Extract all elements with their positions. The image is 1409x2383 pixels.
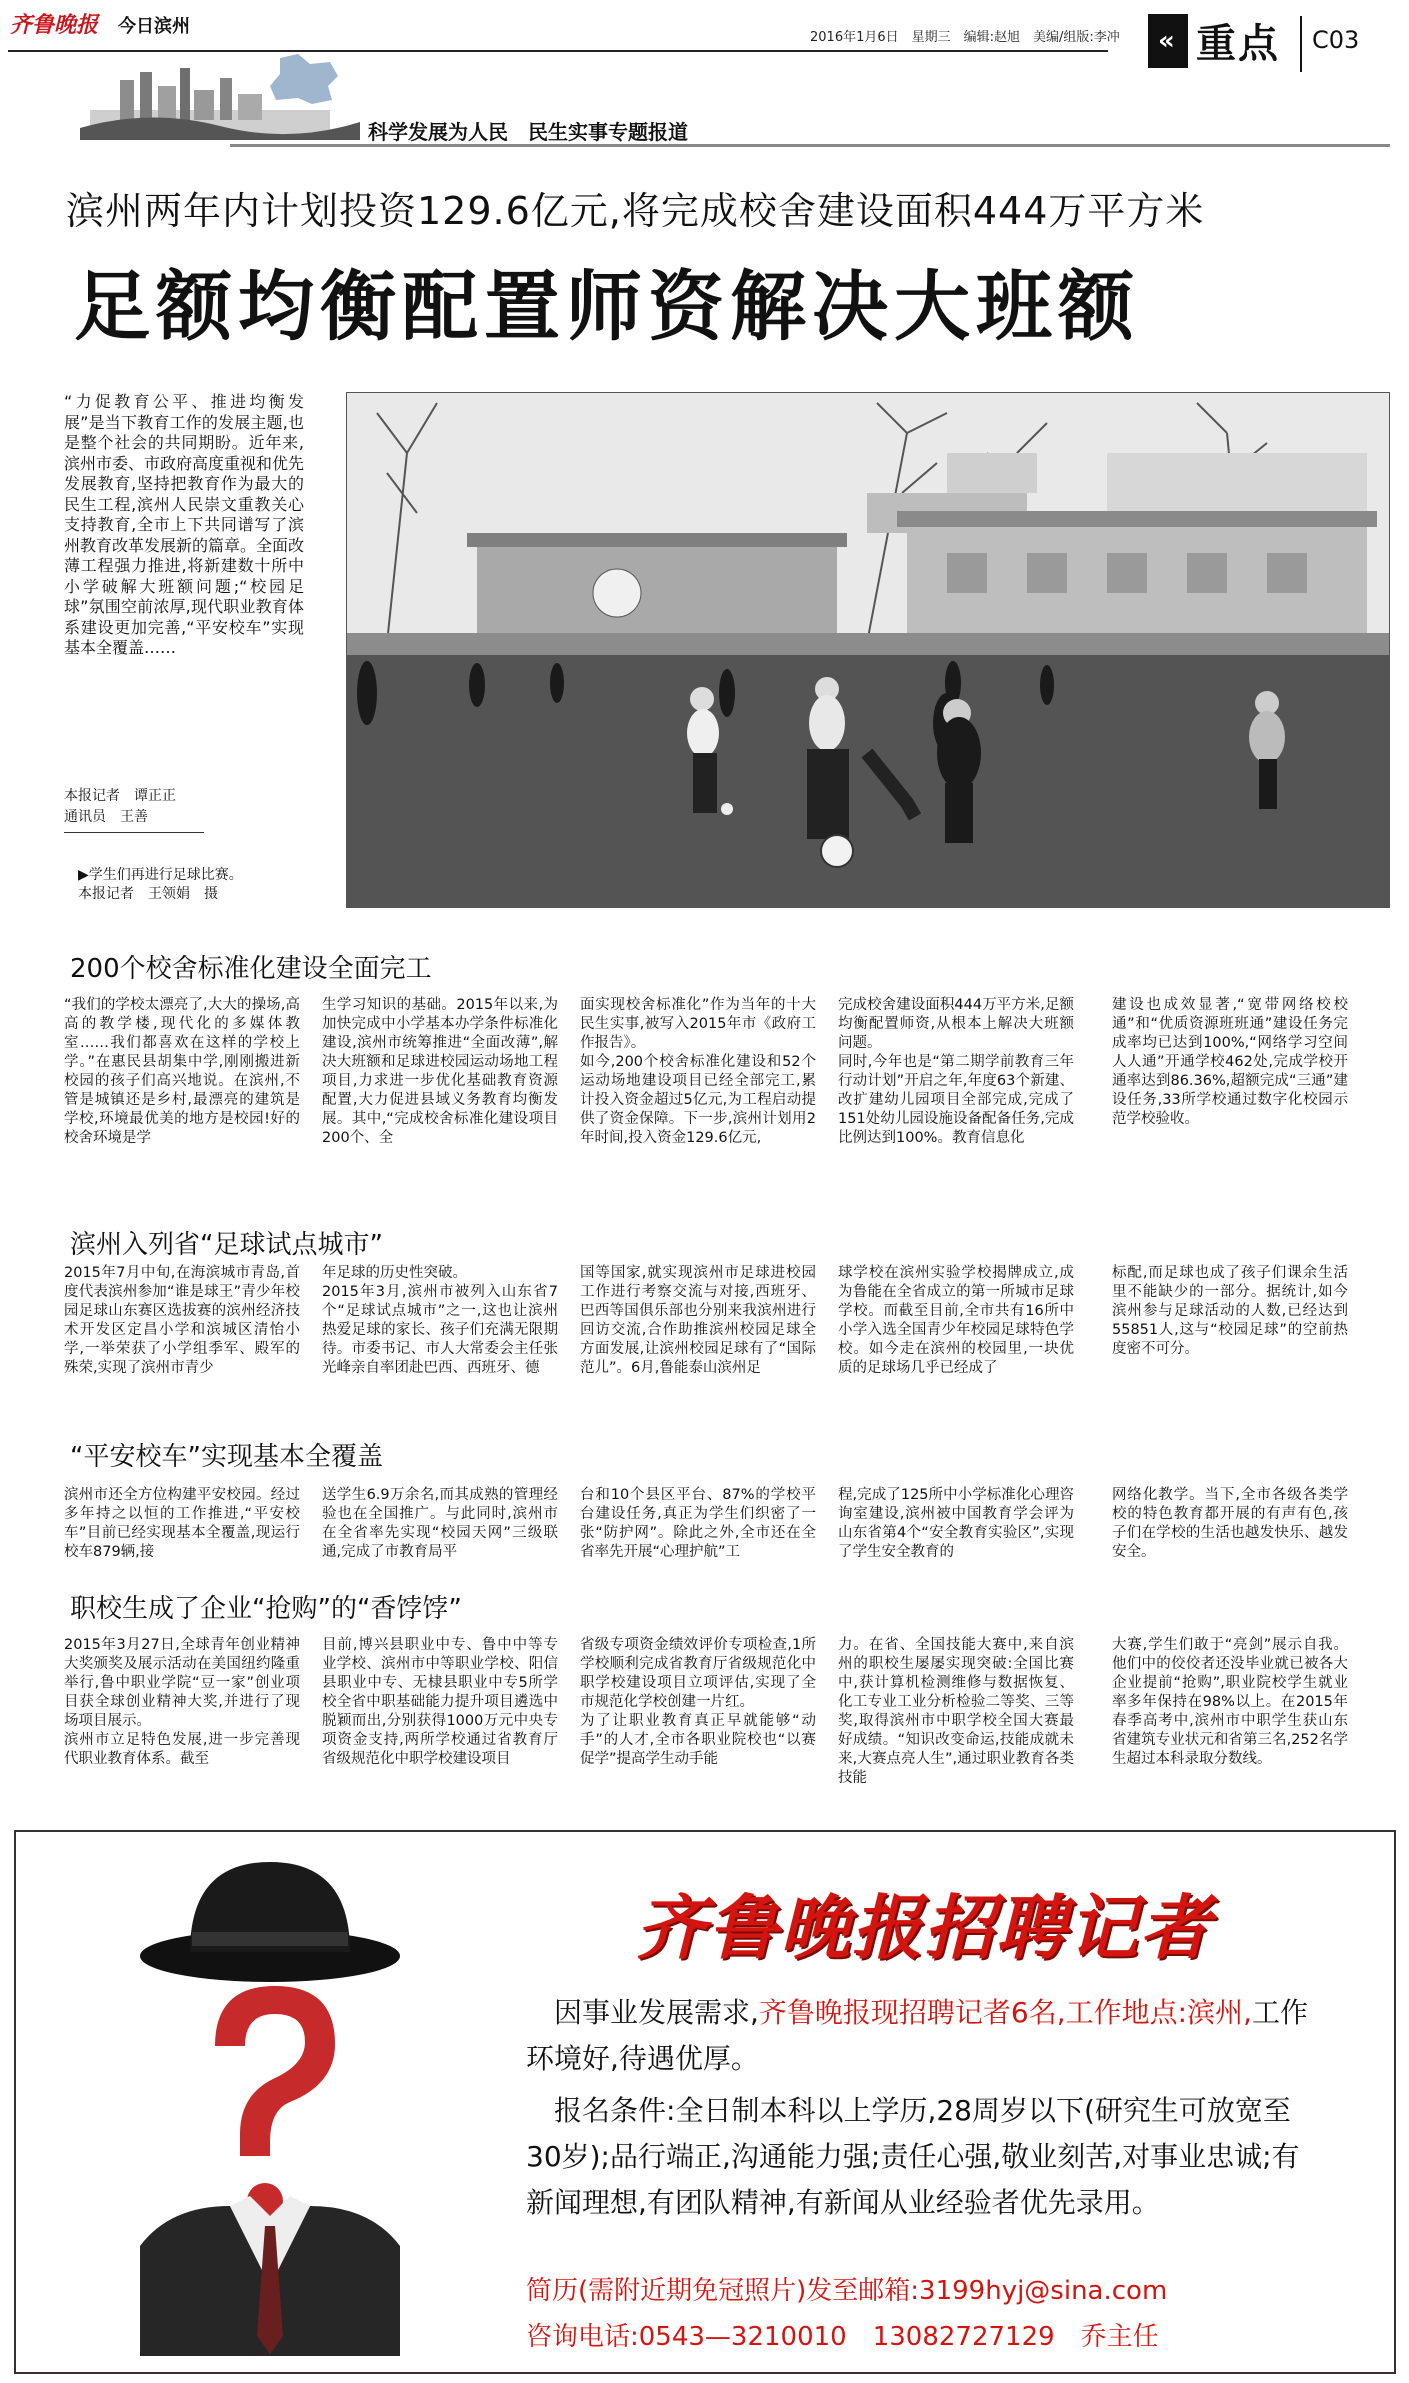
banner-subtitle: 科学发展为人民 民生实事专题报道 [368,120,688,144]
section4-column-4: 力。在省、全国技能大赛中,来自滨州的职校生屡屡实现突破:全国比赛中,获计算机检测维修与数据恢复、化工专业工业分析检验二等奖、三等奖,取得滨州市中职学校全国大赛最好成绩。“知识改变命运,技能成就未来,大赛点亮人生”,通过职业教育各类技能 [838,1637,1074,1786]
byline [64,786,204,833]
ad-email: 简历(需附近期免冠照片)发至邮箱:3199hyj@sina.com [526,2276,1168,2306]
ad-body [526,1990,1326,2226]
section3-column-3: 台和10个县区平台、87%的学校平台建设任务,真正为学生们织密了一张“防护网”。除此之外,全市还在全省率先开展“心理护航”工 [580,1487,816,1560]
ad-intro-text: 因事业发展需求, [554,1996,759,2029]
caption-credit: 本报记者 王领娟 摄 [78,886,218,902]
ad-phone: 咨询电话:0543—3210010 13082727129 乔主任 [526,2322,1159,2352]
section1-column-3: 面实现校舍标准化”作为当年的十大民生实事,被写入2015年市《政府工作报告》。 如今,200个校舍标准化建设和52个运动场地建设项目已经全部完工,累计投入资金超过5亿元,为工程启动提供了资金保障。下一步,滨州计划用2年时间,投入资金129.6亿元, [580,997,816,1146]
section1-column-1: “我们的学校太漂亮了,大大的操场,高高的教学楼,现代化的多媒体教室……我们都喜欢在这样的学校上学。”在惠民县胡集中学,刚刚搬进新校园的孩子们高兴地说。在滨州,不管是城镇还是乡村,最漂亮的建筑是学校,环境最优美的地方是校园!好的校舍环境是学 [64,997,300,1146]
masthead-logo: 齐鲁晚报 [10,13,99,38]
byline-reporter: 本报记者 谭正正 [64,788,176,804]
section2-column-3: 国等国家,就实现滨州市足球进校园工作进行考察交流与对接,西班牙、巴西等国俱乐部也分别来我滨州进行回访交流,合作助推滨州校园足球全方面发展,让滨州校园足球有了“国际范儿”。6月,鲁能泰山滨州足 [580,1265,816,1376]
section4-column-1: 2015年3月27日,全球青年创业精神大奖颁奖及展示活动在美国纽约隆重举行,鲁中职业学院“豆一家”创业项目获全球创业精神大奖,并进行了现场项目展示。 滨州市立足特色发展,进一步完善现代职业教育体系。截至 [64,1637,300,1767]
section3-column-2: 送学生6.9万余名,而其成熟的管理经验也在全国推广。与此同时,滨州市在全省率先实现“校园天网”三级联通,完成了市教育局平 [322,1487,558,1560]
chevron-left-icon: « [1158,26,1175,56]
ad-headline: 齐鲁晚报招聘记者 [636,1887,1212,1969]
ad-intro-highlight: 齐鲁晚报现招聘记者6名,工作地点:滨州, [758,1996,1252,2029]
section2-column-4: 球学校在滨州实验学校揭牌成立,成为鲁能在全省成立的第一所城市足球学校。而截至目前,全市共有16所中小学入选全国青少年校园足球特色学校。如今走在滨州的校园里,一块优质的足球场几乎已经成了 [838,1265,1074,1376]
section4-column-2: 目前,博兴县职业中专、鲁中中等专业学校、滨州市中等职业学校、阳信县职业中专、无棣县职业中专5所学校全省中职基础能力提升项目遴选中脱颖而出,分别获得1000万元中央专项资金支持,两所学校通过省教育厅省级规范化中职学校建设项目 [322,1637,558,1767]
section1-column-5: 建设也成效显著,“宽带网络校校通”和“优质资源班班通”建设任务完成率均已达到100%,“网络学习空间人人通”开通学校462处,完成学校开通率达到86.36%,超额完成“三通”建设任务,33所学校通过数字化校园示范学校验收。 [1112,997,1348,1127]
section-heading-school-bus: “平安校车”实现基本全覆盖 [70,1442,383,1472]
ad-requirements-text: 报名条件:全日制本科以上学历,28周岁以下(研究生可放宽至30岁);品行端正,沟通能力强;责任心强,敬业刻苦,对事业忠诚;有新闻理想,有团队精神,有新闻从业经验者优先录用。 [526,2094,1300,2219]
section1-column-2: 生学习知识的基础。2015年以来,为加快完成中小学基本办学条件标准化建设,滨州市统筹推进“全面改薄”,解决大班额和足球进校园运动场地工程项目,力求进一步优化基础教育资源配置,大力促进县域义务教育均衡发展。其中,“完成校舍标准化建设项目200个、全 [322,997,558,1146]
section-heading-football: 滨州入列省“足球试点城市” [70,1230,383,1260]
section3-column-4: 程,完成了125所中小学标准化心理咨询室建设,滨州被中国教育学会评为山东省第4个“安全教育实验区”,实现了学生安全教育的 [838,1487,1074,1560]
section-heading-facilities: 200个校舍标准化建设全面完工 [70,954,432,984]
page-number: C03 [1312,26,1360,54]
byline-correspondent: 通讯员 王善 [64,809,148,825]
section2-column-2: 年足球的历史性突破。 2015年3月,滨州市被列入山东省7个“足球试点城市”之一,这也让滨州热爱足球的家长、孩子们充满无限期待。市委书记、市人大常委会主任张光峰亲自率团赴巴西、西班牙、德 [322,1265,558,1376]
photo-caption [78,866,348,904]
section4-column-5: 大赛,学生们敢于“亮剑”展示自我。他们中的佼佼者还没毕业就已被各大企业提前“抢购”,职业院校学生就业率多年保持在98%以上。在2015年春季高考中,滨州市中职学生获山东省建筑专业状元和省第三名,252名学生超过本科录取分数线。 [1112,1637,1348,1767]
city-skyline-illustration [80,50,360,140]
section-heading-vocational: 职校生成了企业“抢购”的“香饽饽” [70,1594,462,1624]
section3-column-5: 网络化教学。当下,全市各级各类学校的特色教育都开展的有声有色,孩子们在学校的生活也越发快乐、越发安全。 [1112,1487,1348,1560]
section4-column-3: 省级专项资金绩效评价专项检查,1所学校顺利完成省教育厅省级规范化中职学校建设项目立项评估,实现了全市规范化学校创建一片红。 为了让职业教育真正早就能够“动手”的人才,全市各职业院校也“以赛促学”提高学生动手能 [580,1637,816,1767]
ad-intro-text-end: 工作环境好,待遇优厚。 [526,1996,1308,2075]
ad-paragraph-intro [526,1990,1326,2082]
football-match-photo [346,392,1390,908]
section3-column-1: 滨州市还全方位构建平安校园。经过多年持之以恒的工作推进,“平安校车”目前已经实现基本全覆盖,现运行校车879辆,接 [64,1487,300,1560]
banner-rule [230,144,1390,147]
article-lede: “力促教育公平、推进均衡发展”是当下教育工作的发展主题,也是整个社会的共同期盼。近年来,滨州市委、市政府高度重视和优先发展教育,坚持把教育作为最大的民生工程,滨州人民崇文重教关心支持教育,全市上下共同谱写了滨州教育改革发展新的篇章。全面改薄工程强力推进,将新建数十所中小学破解大班额问题;“校园足球”氛围空前浓厚,现代职业教育体系建设更加完善,“平安校车”实现基本全覆盖…… [64,392,305,657]
article-subtitle: 滨州两年内计划投资129.6亿元,将完成校舍建设面积444万平方米 [66,189,1205,233]
section-tag: 重点 [1196,21,1280,67]
tag-divider [1300,16,1302,72]
section2-column-1: 2015年7月中旬,在海滨城市青岛,首度代表滨州参加“谁是球王”青少年校园足球山东赛区选拔赛的滨州经济技术开发区定昌小学和滨城区清怡小学,一举荣获了小学组季军、殿军的殊荣,实现了滨州市青少 [64,1265,300,1376]
ad-paragraph-requirements [526,2088,1326,2226]
section-name: 今日滨州 [118,16,190,37]
section1-column-4: 完成校舍建设面积444万平方米,足额均衡配置师资,从根本上解决大班额问题。 同时,今年也是“第二期学前教育三年行动计划”开启之年,年度63个新建、改扩建幼儿园项目全部完成,完成了151处幼儿园设施设备配备任务,完成比例达到100%。教育信息化 [838,997,1074,1146]
section2-column-5: 标配,而足球也成了孩子们课余生活里不能缺少的一部分。据统计,如今滨州参与足球活动的人数,已经达到55851人,这与“校园足球”的空前热度密不可分。 [1112,1265,1348,1357]
hat-man-illustration [120,1856,420,2356]
article-title: 足额均衡配置师资解决大班额 [74,262,1140,351]
caption-text: ▶学生们再进行足球比赛。 [78,867,243,883]
dateline: 2016年1月6日 星期三 编辑:赵旭 美编/组版:李冲 [810,30,1120,45]
